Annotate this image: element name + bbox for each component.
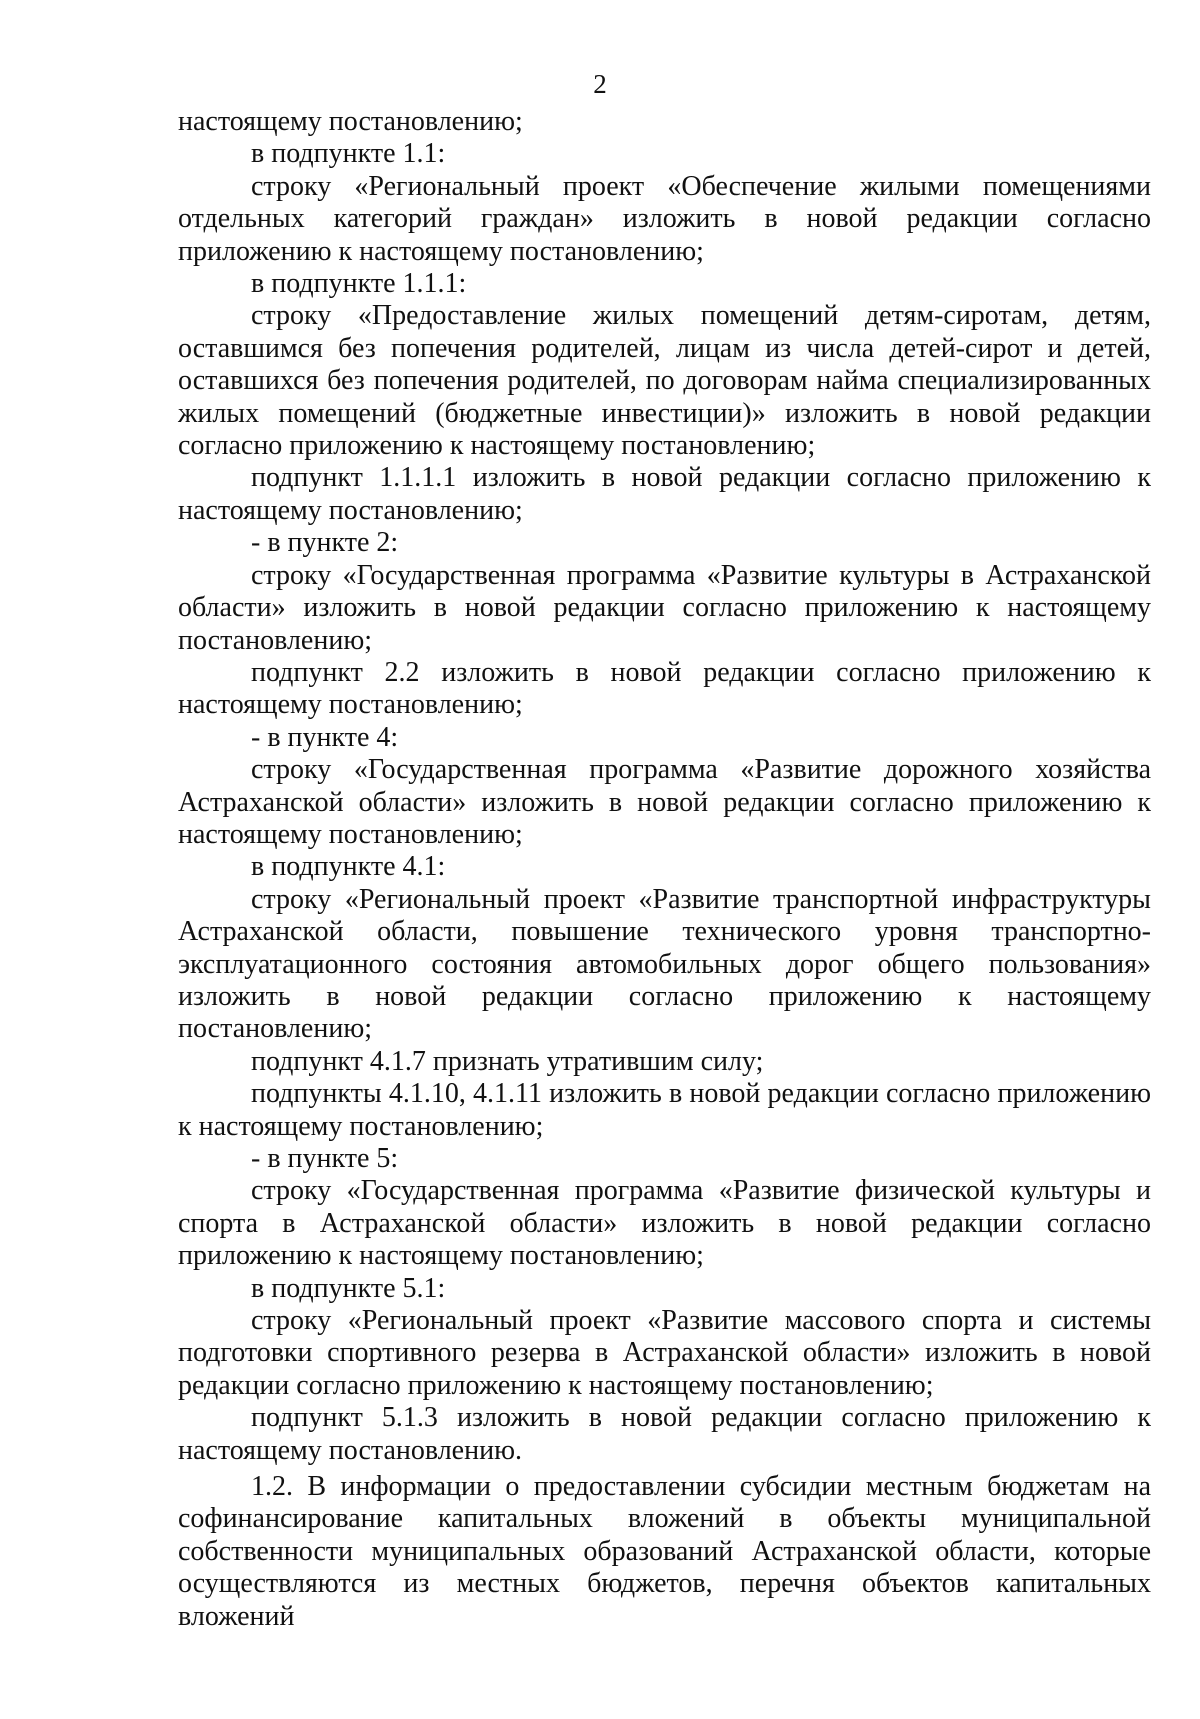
paragraph: в подпункте 1.1:: [251, 138, 446, 170]
paragraph: подпункт 1.1.1.1 изложить в новой редакции согласно приложению к настоящему постановлению;: [178, 462, 1151, 526]
paragraph: подпункт 5.1.3 изложить в новой редакции согласно приложению к настоящему постановлению.: [178, 1402, 1151, 1466]
paragraph: - в пункте 4:: [251, 721, 399, 753]
paragraph: строку «Государственная программа «Развитие физической культуры и спорта в Астраханской области» изложить в новой редакции согласно приложению к настоящему постановлению;: [178, 1175, 1151, 1272]
paragraph: - в пункте 2:: [251, 527, 399, 559]
paragraph: строку «Региональный проект «Развитие массового спорта и системы подготовки спортивного резерва в Астраханской области» изложить в новой редакции согласно приложению к настоящему постановлению;: [178, 1305, 1151, 1401]
paragraph: 1.2. В информации о предоставлении субсидии местным бюджетам на софинансирование капитальных вложений в объекты муниципальной собственности муниципальных образований Астраханской области, которые осуществляются из местных бюджетов, перечня объектов капитальных вложений: [178, 1471, 1151, 1632]
paragraph: подпункт 4.1.7 признать утратившим силу;: [251, 1045, 764, 1077]
page-number: 2: [593, 69, 607, 99]
paragraph: строку «Предоставление жилых помещений детям-сиротам, детям, оставшимся без попечения родителей, лицам из числа детей-сирот и детей, оставшихся без попечения родителей, по договорам найма специализированных жилых помещений (бюджетные инвестиции)» изложить в новой редакции согласно приложению к настоящему постановлению;: [178, 300, 1151, 462]
paragraph: в подпункте 1.1.1:: [251, 268, 467, 300]
paragraph: в подпункте 4.1:: [251, 851, 446, 883]
paragraph: настоящему постановлению;: [178, 106, 523, 137]
paragraph: подпункт 2.2 изложить в новой редакции согласно приложению к настоящему постановлению;: [178, 656, 1151, 721]
paragraph: строку «Региональный проект «Развитие транспортной инфраструктуры Астраханской области, повышение технического уровня транспортно-эксплуатационного состояния автомобильных дорог общего пользования» изложить в новой редакции согласно приложению к настоящему постановлению;: [178, 883, 1151, 1045]
paragraph: - в пункте 5:: [251, 1143, 399, 1174]
document-body: [178, 106, 1151, 1633]
paragraph: подпункты 4.1.10, 4.1.11 изложить в новой редакции согласно приложению к настоящему постановлению;: [178, 1078, 1151, 1142]
paragraph: строку «Региональный проект «Обеспечение жилыми помещениями отдельных категорий граждан» изложить в новой редакции согласно приложению к настоящему постановлению;: [178, 170, 1151, 267]
paragraph: в подпункте 5.1:: [251, 1272, 446, 1304]
paragraph: строку «Государственная программа «Развитие культуры в Астраханской области» изложить в новой редакции согласно приложению к настоящему постановлению;: [178, 559, 1151, 656]
paragraph: строку «Государственная программа «Развитие дорожного хозяйства Астраханской области» изложить в новой редакции согласно приложению к настоящему постановлению;: [178, 754, 1151, 850]
